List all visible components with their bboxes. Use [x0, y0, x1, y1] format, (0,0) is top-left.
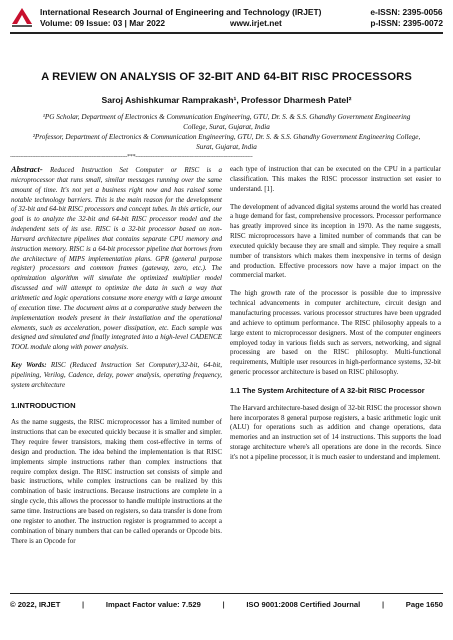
keywords-label: Key Words: [11, 361, 47, 370]
e-issn: e-ISSN: 2395-0056 [370, 7, 443, 17]
affiliation-2: ²Professor, Department of Electronics & Communication Engineering, GTU, Dr. S. & S.S. Ghandhy Government Engineering College, Surat, Gujarat, India [32, 133, 421, 151]
paper-authors: Saroj Ashishkumar Ramprakash¹, Professor Dharmesh Patel² [101, 95, 352, 105]
footer-impact-factor: Impact Factor value: 7.529 [105, 600, 201, 609]
paragraph: The development of advanced digital systems around the world has created a huge demand for fast, comprehensive processors. Processor performance has greatly improved since its inception in 1970. As the name suggests, RISC microprocessors have a limited number of commands that can be executed quickly because they are small and simple. They require a small number of transistors which makes them inexpensive in terms of design and production. Effective processors now have a major impact on the commercial market. [230, 202, 441, 280]
left-column [11, 165, 222, 554]
footer-page-number: Page 1650 [405, 600, 443, 609]
keywords [11, 361, 222, 391]
keywords-text: RISC (Reduced Instruction Set Computer),32-bit, 64-bit, pipelining, Verilog, Cadence, delay, power analysis, operating frequency, system architecture [11, 361, 222, 389]
paragraph: each type of instruction that can be executed on the CPU in a particular classification. This makes the RISC processor instruction set easier to understand. [1]. [230, 165, 441, 193]
abstract [11, 165, 222, 353]
footer-separator: | [381, 600, 385, 609]
paper-title: A REVIEW ON ANALYSIS OF 32-BIT AND 64-BIT RISC PROCESSORS [41, 71, 412, 83]
header-rule [10, 32, 443, 34]
volume-issue: Volume: 09 Issue: 03 | Mar 2022 [40, 17, 166, 28]
journal-header [10, 6, 443, 30]
abstract-label: Abstract- [11, 165, 43, 174]
footer-rule [10, 593, 443, 594]
footer-separator: | [82, 600, 85, 609]
abstract-text: Reduced Instruction Set Computer or RISC is a microprocessor that runs small, similar messages running over the same amount of time. It's not yet a business right now and has raised some notable technology barriers. This is the main reason for the development of 32-bit and 64-bit RISC processors and concept tubes. In this article, our goal is to analyze the 32-bit and 64-bit RISC processor model and the independent sets of its use. RISC is a 32-bit processor based on non-Harvard architecture pipelines that contains separate CPU memory and instruction memory. RISC is a 64-bit processor pipeline that borrows from the architecture of MIPS implementation plans. GPR (general purpose register) processors and common frames (gateway, zero, etc.). The optimization algorithm will simulate the optimized multiplier model discussed and will attempt to optimize the data in such a way that arithmetic and logic operations consume more energy with a large amount of execution time. The document aims at a comparative study between the implementation models present in their installation and the operational elements, such as acceleration, power dissipation, etc. Each sample was designed and simulated and finally integrated into a high-level CADENCE TOOL module along with power analysis. [11, 166, 222, 352]
subsection-heading: 1.1 The System Architecture of A 32-bit RISC Processor [230, 385, 425, 395]
right-column [230, 165, 441, 471]
journal-website: www.irjet.net [230, 18, 282, 28]
section-divider: ---------------------------------------------------------------------***--------------------------------------------------------------------- [10, 154, 253, 160]
footer-separator: | [222, 600, 225, 609]
introduction-paragraph: As the name suggests, the RISC microprocessor has a limited number of instructions that can be executed quickly because it is smaller and simpler. They require fewer transistors, making them cost-effective in terms of design and production. The idea behind the implementation is that RISC implements simple instructions rather than complex instructions that require complex design. The RISC instruction set consists of simple and basic instructions, while complex instructions can be realized by this combination of basic instructions. Because instructions are complete in a single cycle, this allows the processor to handle multiple instructions at the same time. Instructions are based on registers, so data transfer is done from one register to another. The instruction register is programmed to accept a combination of binary numbers that can be called operands or Opcode bits. There is an Opcode for [11, 418, 222, 545]
affiliation-1: ¹PG Scholar, Department of Electronics & Communication Engineering, GTU, Dr. S. & S.S. Ghandhy Government Engineering College, Surat, Gujarat, India [42, 113, 411, 131]
journal-name: International Research Journal of Engineering and Technology (IRJET) [40, 7, 322, 17]
paragraph: The high growth rate of the processor is possible due to impressive technical advancements in computer architecture, circuit design and manufacturing processes. various processor structures have been upgraded and achieve to optimum performance. The RISC philosophy appeals to a large extent to microprocessor designers. Most of the computer engineers employed today in various fields such as servers, networking, and signal processing are based on the RISC philosophy. Multi-functional requirements, Multiple user resources in high-performance systems, 32-bit generic processor architecture is based on RISC philosophy. [230, 289, 441, 377]
section-heading-introduction: 1.INTRODUCTION [11, 400, 76, 410]
irjet-logo-icon [10, 6, 34, 28]
footer-copyright: © 2022, IRJET [10, 600, 61, 609]
issn-block [370, 7, 443, 28]
p-issn: p-ISSN: 2395-0072 [370, 17, 443, 28]
footer-iso: ISO 9001:2008 Certified Journal [246, 600, 361, 609]
paragraph: The Harvard architecture-based design of 32-bit RISC the processor shown here incorporates 8 general purpose registers, a basic arithmetic logic unit (ALU) for operations such as addition and change operations, data memories and an instruction set of 14 instructions. This supports the load storage architecture where's all operations are done in the records. Since it's not a pipeline processor, it is much easier to understand and implement. [230, 403, 441, 461]
page-footer [10, 600, 443, 609]
